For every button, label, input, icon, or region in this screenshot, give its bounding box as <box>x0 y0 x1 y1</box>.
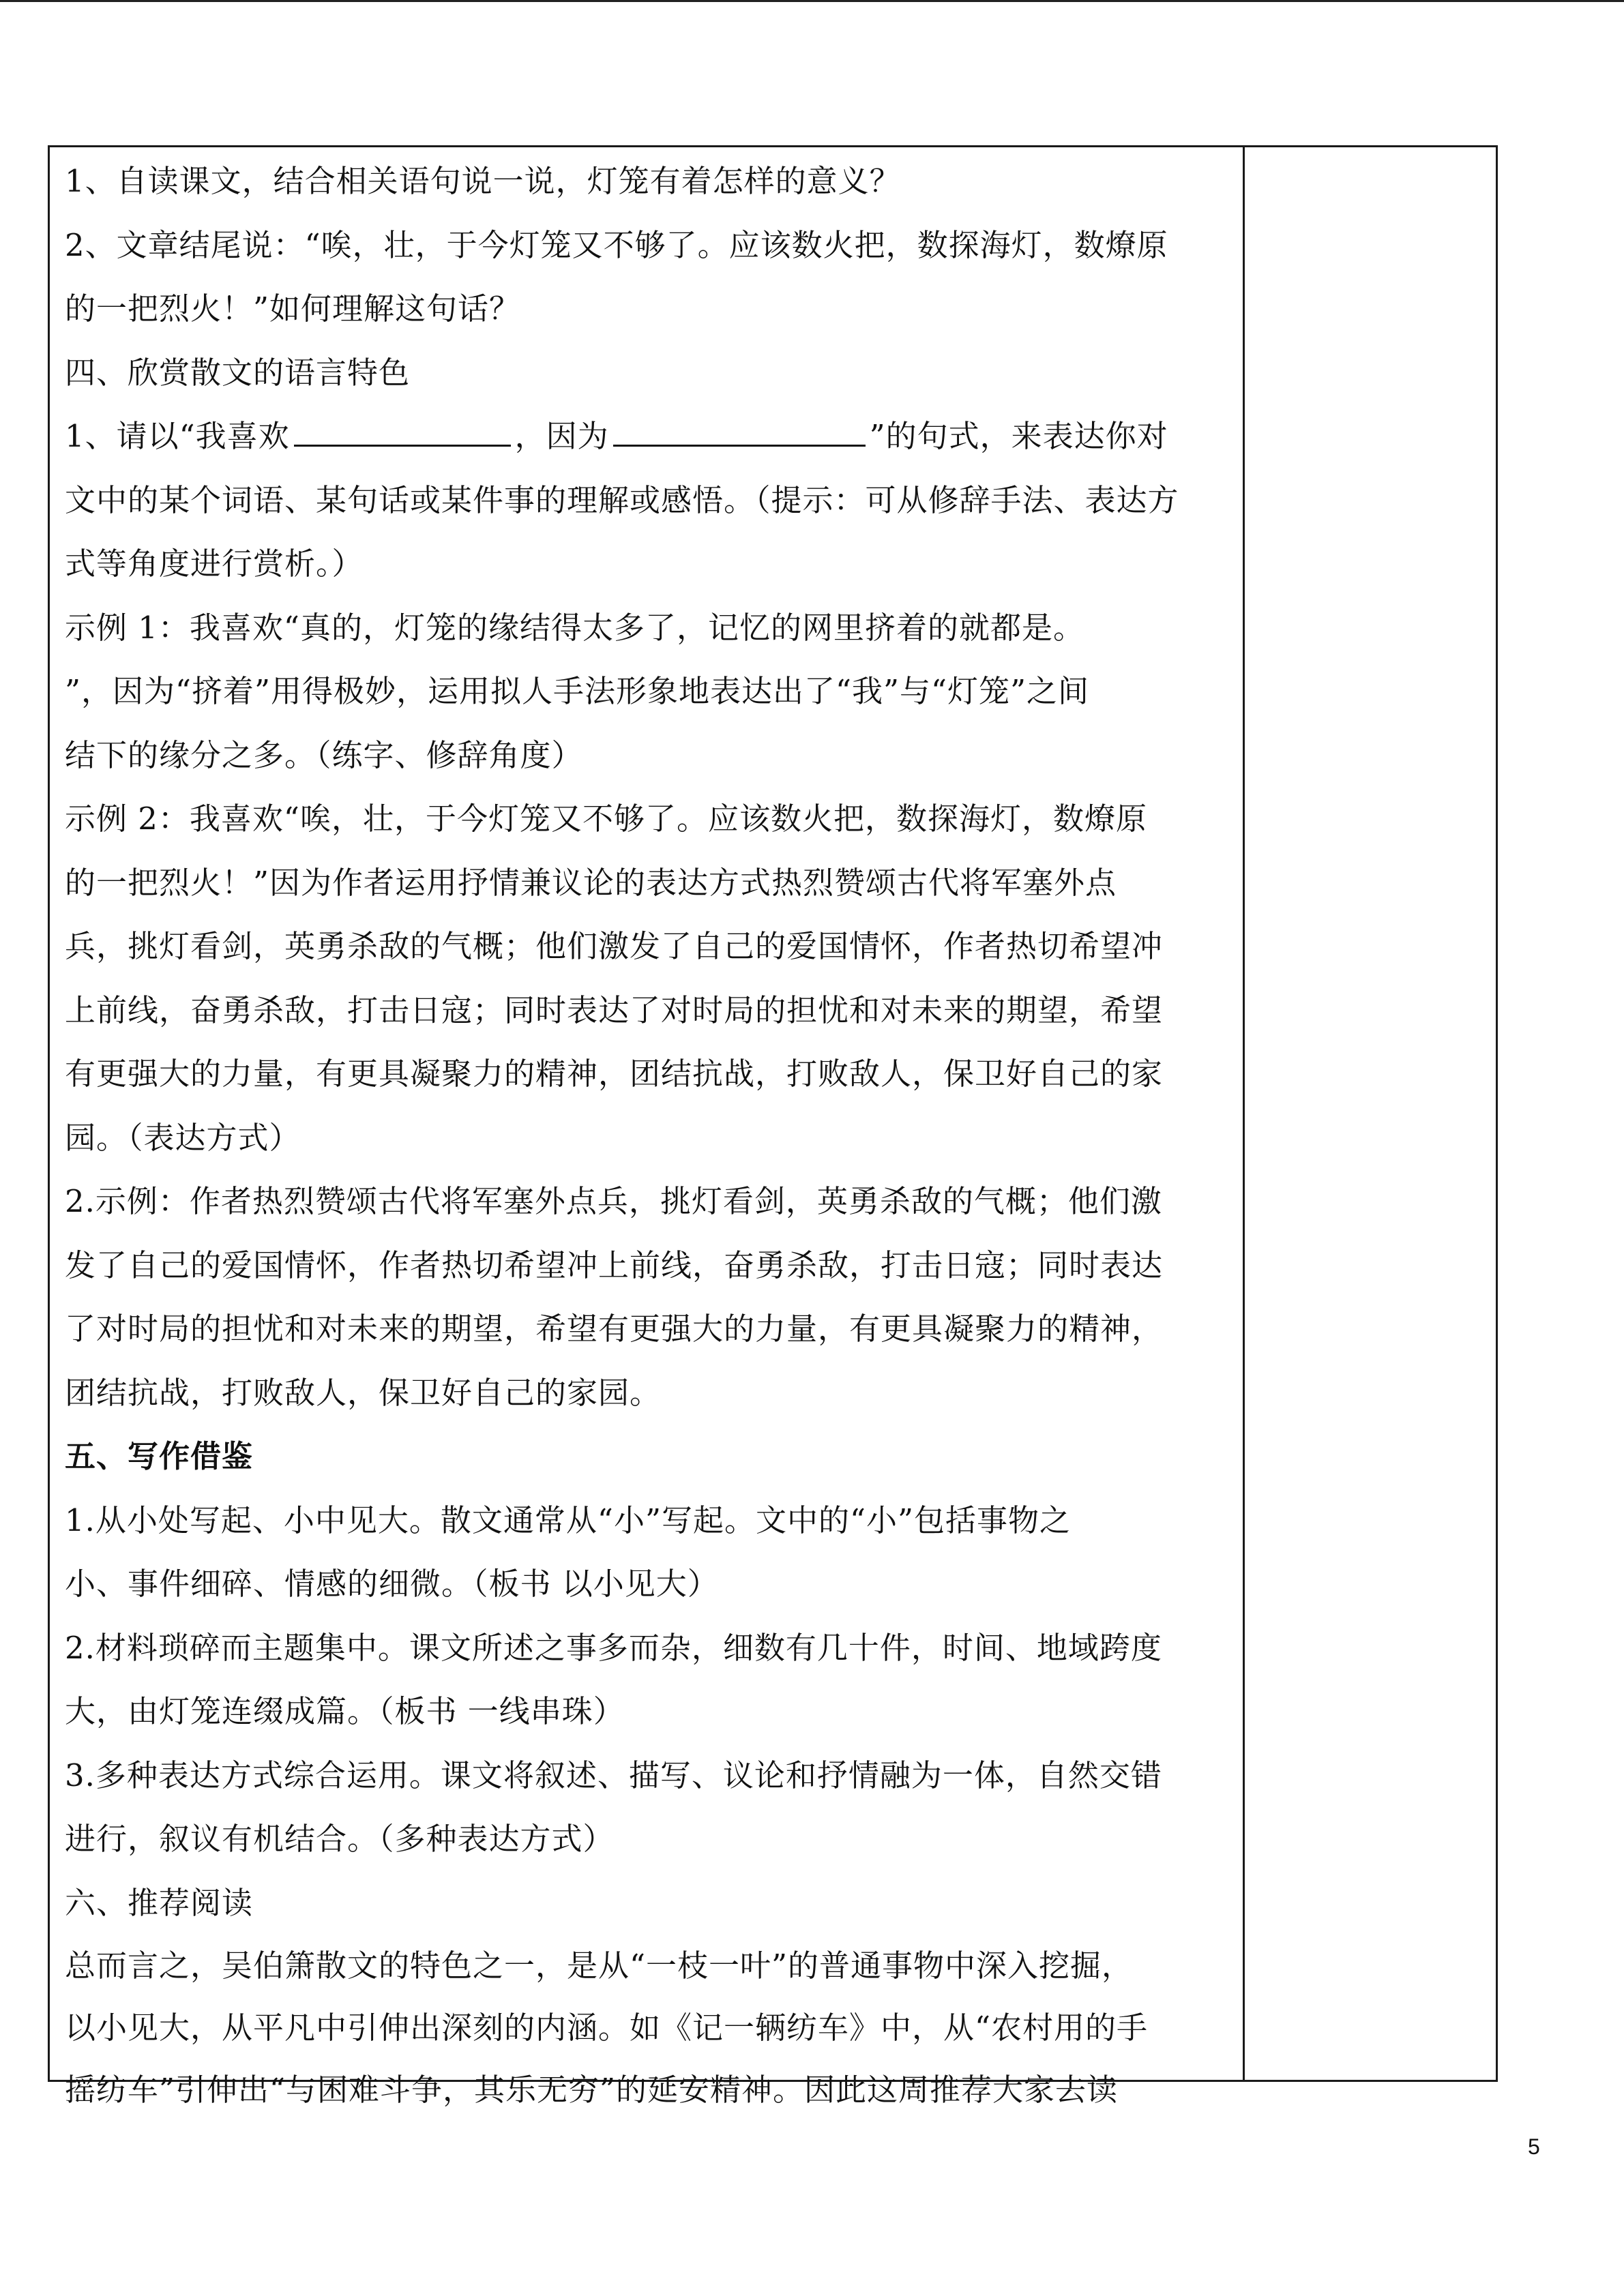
section-heading-6: 六、推荐阅读 <box>65 1884 254 1921</box>
writing-point-3-cont: 进行，叙议有机结合。（多种表达方式） <box>65 1821 615 1857</box>
writing-point-2-cont: 大，由灯笼连缀成篇。（板书 一线串珠） <box>65 1693 625 1729</box>
example-1-cont-2: 结下的缘分之多。（练字、修辞角度） <box>65 736 583 773</box>
example-2-cont-4: 有更强大的力量，有更具凝聚力的精神，团结抗战，打败敌人，保卫好自己的家 <box>65 1056 1164 1092</box>
answer-2-cont-3: 团结抗战，打败敌人，保卫好自己的家园。 <box>65 1374 662 1411</box>
example-2-cont-2: 兵，挑灯看剑，英勇杀敌的气概；他们激发了自己的爱国情怀，作者热切希望冲 <box>65 928 1164 964</box>
question-2: 2、文章结尾说：“唉，壮，于今灯笼又不够了。应该数火把，数探海灯，数燎原 <box>65 226 1168 263</box>
section-heading-4: 四、欣赏散文的语言特色 <box>65 354 411 391</box>
reading-text-1: 总而言之，吴伯箫散文的特色之一，是从“一枝一叶”的普通事物中深入挖掘， <box>65 1948 1134 1984</box>
answer-2-cont-2: 了对时局的担忧和对未来的期望，希望有更强大的力量，有更具凝聚力的精神， <box>65 1311 1164 1347</box>
page-number: 5 <box>1528 2134 1540 2159</box>
reading-text-3: 摇纺车”引伸出“与困难斗争，其乐无穷”的延安精神。因此这周推荐大家去读 <box>65 2072 1119 2108</box>
writing-point-3: 3.多种表达方式综合运用。课文将叙述、描写、议论和抒情融为一体，自然交错 <box>65 1757 1162 1793</box>
example-1: 示例 1：我喜欢“真的，灯笼的缘结得太多了，记忆的网里挤着的就都是。 <box>65 609 1084 646</box>
reading-text-2: 以小见大，从平凡中引伸出深刻的内涵。如《记一辆纺车》中，从“农村用的手 <box>65 2010 1149 2046</box>
example-2: 示例 2：我喜欢“唉，壮，于今灯笼又不够了。应该数火把，数探海灯，数燎原 <box>65 801 1147 837</box>
table-column-divider <box>1243 145 1245 2082</box>
writing-point-2: 2.材料琐碎而主题集中。课文所述之事多而杂，细数有几十件，时间、地域跨度 <box>65 1629 1162 1666</box>
exercise-1-cont-2: 式等角度进行赏析。） <box>65 546 364 582</box>
exercise-1-text-b: ，因为 <box>514 418 609 454</box>
lesson-content-cell <box>65 149 1232 2121</box>
example-2-cont-3: 上前线，奋勇杀敌，打击日寇；同时表达了对时局的担忧和对未来的期望，希望 <box>65 992 1164 1028</box>
question-2-cont: 的一把烈火！”如何理解这句话？ <box>65 290 521 327</box>
exercise-1-text-c: ”的句式，来表达你对 <box>869 418 1168 454</box>
exercise-1-cont-1: 文中的某个词语、某句话或某件事的理解或感悟。（提示：可从修辞手法、表达方 <box>65 481 1179 518</box>
fill-blank-2[interactable] <box>613 409 866 447</box>
example-2-cont-5: 园。（表达方式） <box>65 1119 301 1156</box>
example-1-cont-1: ”，因为“挤着”用得极妙，运用拟人手法形象地表达出了“我”与“灯笼”之间 <box>65 673 1090 709</box>
example-2-cont-1: 的一把烈火！”因为作者运用抒情兼议论的表达方式热烈赞颂古代将军塞外点 <box>65 864 1117 901</box>
answer-2: 2.示例：作者热烈赞颂古代将军塞外点兵，挑灯看剑，英勇杀敌的气概；他们激 <box>65 1183 1162 1219</box>
fill-blank-1[interactable] <box>294 409 511 447</box>
exercise-1-text-a: 1、请以“我喜欢 <box>65 418 290 454</box>
answer-2-cont-1: 发了自己的爱国情怀，作者热切希望冲上前线，奋勇杀敌，打击日寇；同时表达 <box>65 1247 1164 1283</box>
exercise-1-prompt <box>65 404 1232 468</box>
writing-point-1-cont: 小、事件细碎、情感的细微。（板书 以小见大） <box>65 1566 719 1602</box>
top-border-line <box>0 0 1624 2</box>
section-heading-5: 五、写作借鉴 <box>65 1438 254 1474</box>
question-1: 1、自读课文，结合相关语句说一说，灯笼有着怎样的意义？ <box>65 163 901 199</box>
writing-point-1: 1.从小处写起、小中见大。散文通常从“小”写起。文中的“小”包括事物之 <box>65 1502 1071 1538</box>
